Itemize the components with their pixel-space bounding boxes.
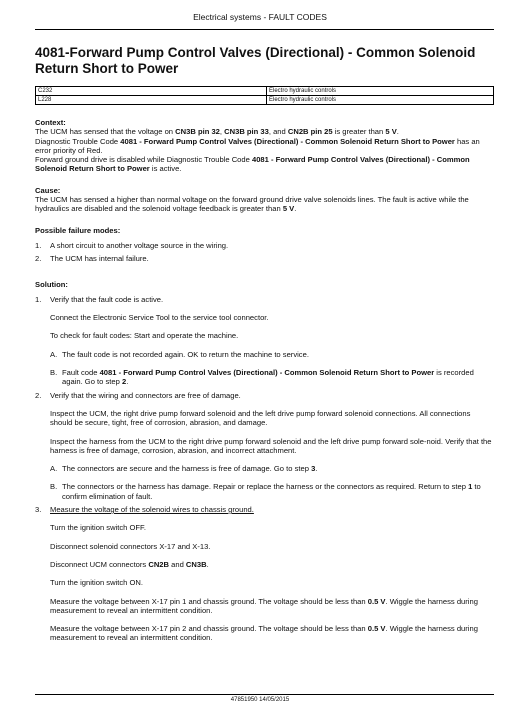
- fault-title: 4081-Forward Pump Control Valves (Directional) - Common Solenoid Return Short to Power: [35, 45, 476, 76]
- step-paragraph: Turn the ignition switch OFF.: [50, 523, 146, 533]
- step-1: [35, 295, 494, 304]
- voltage-value: 0.5 V: [367, 596, 386, 606]
- text: to confirm elimination of fault.: [62, 482, 481, 501]
- text: is greater than: [332, 127, 386, 137]
- step-ref: 1: [468, 482, 473, 492]
- voltage-value: 0.5 V: [367, 624, 386, 634]
- fault-code-table: [35, 86, 494, 105]
- dtc-ref: 4081 - Forward Pump Control Valves (Directional) - Common Solenoid Return Short to Power: [35, 155, 470, 174]
- step-ref: 3: [311, 464, 316, 474]
- step-paragraph: [35, 560, 494, 569]
- dtc-ref: 4081 - Forward Pump Control Valves (Directional) - Common Solenoid Return Short to Power: [99, 368, 435, 378]
- step-paragraph: To check for fault codes: Start and operate the machine.: [50, 331, 239, 341]
- pin-ref: CN2B pin 25: [287, 127, 333, 137]
- cause-paragraph: [35, 195, 494, 214]
- text: The UCM has sensed that the voltage on: [35, 127, 176, 137]
- step-title: Verify that the fault code is active.: [50, 294, 164, 304]
- voltage-value: 5 V: [282, 204, 295, 214]
- step-number: 2.: [35, 390, 42, 400]
- step-paragraph: Connect the Electronic Service Tool to the service tool connector.: [50, 313, 269, 323]
- text: . Wiggle the harness during measurement to reveal an intermittent condition.: [50, 624, 478, 643]
- text: The UCM has sensed a higher than normal voltage on the forward ground drive valve solenoids lines. The fault is active while the hydraulics are disabled and the solenoid voltage feedback is greater than: [35, 195, 469, 214]
- step-paragraph: Disconnect solenoid connectors X-17 and X-13.: [50, 541, 211, 551]
- step-paragraph: Inspect the UCM, the right drive pump forward solenoid and the left drive pump forward solenoid connections. All connections should be secure, tight, free of corrosion, abrasion, and damage.: [50, 408, 471, 428]
- context-paragraph: [35, 127, 494, 136]
- text: Measure the voltage between X-17 pin 2 and chassis ground. The voltage should be less than: [50, 624, 368, 634]
- step-paragraph: Turn the ignition switch ON.: [50, 578, 143, 588]
- option-b: B. Fault code 4081 - Forward Pump Control Valves (Directional) - Common Solenoid Return Short to Power is recorded again. Go to step 2.: [50, 368, 474, 387]
- connector-ref: CN3B: [185, 559, 207, 569]
- list-item: 1. A short circuit to another voltage source in the wiring.: [35, 240, 229, 250]
- voltage-value: 5 V: [385, 127, 397, 137]
- description-cell: Electro hydraulic controls: [267, 87, 494, 96]
- failure-mode-text: A short circuit to another voltage source in the wiring.: [50, 240, 229, 250]
- text: The connectors are secure and the harness is free of damage. Go to step: [62, 464, 312, 474]
- footer-rule: [35, 694, 494, 695]
- step-number: 1.: [35, 294, 42, 304]
- text: Measure the voltage between X-17 pin 1 and chassis ground. The voltage should be less than: [50, 596, 368, 606]
- context-paragraph: [35, 155, 494, 174]
- pin-ref: CN3B pin 32: [175, 127, 220, 137]
- step-3: [35, 505, 494, 514]
- pin-ref: CN3B pin 33: [224, 127, 269, 137]
- dtc-ref: 4081 - Forward Pump Control Valves (Directional) - Common Solenoid Return Short to Power: [120, 136, 455, 146]
- text: has an error priority of Red.: [35, 136, 480, 155]
- step-number: 3.: [35, 505, 42, 515]
- text: Diagnostic Trouble Code: [35, 136, 121, 146]
- step-paragraph: [35, 597, 494, 616]
- option-a: A. The connectors are secure and the harness is free of damage. Go to step 3.: [50, 464, 318, 474]
- table-row: [36, 87, 494, 96]
- text: is recorded again. Go to step: [62, 368, 474, 387]
- text: Disconnect UCM connectors: [50, 559, 149, 569]
- step-paragraph: [35, 624, 494, 643]
- text: .: [396, 127, 399, 137]
- step-paragraph: Inspect the harness from the UCM to the right drive pump forward solenoid and the left drive pump forward sole-noid. Verify that the harness is free of damage, corrosion, abrasion, and incorrect attachment.: [50, 436, 492, 455]
- solution-heading: Solution:: [35, 279, 68, 289]
- step-2: [35, 391, 494, 400]
- text: ,: [219, 127, 225, 137]
- table-row: [36, 96, 494, 105]
- text: Fault code: [62, 368, 100, 378]
- connector-ref: CN2B: [148, 559, 170, 569]
- running-header: Electrical systems - FAULT CODES: [193, 12, 327, 22]
- text: is active.: [149, 164, 182, 174]
- text: .: [294, 204, 297, 214]
- text: .: [315, 464, 318, 474]
- text: Forward ground drive is disabled while Diagnostic Trouble Code: [35, 155, 252, 165]
- document-body: [35, 118, 494, 643]
- cause-heading: Cause:: [35, 185, 61, 195]
- step-ref: 2: [121, 377, 127, 387]
- description-cell: Electro hydraulic controls: [267, 96, 494, 105]
- option-b: B. The connectors or the harness has damage. Repair or replace the harness or the connectors as required. Return to step 1 to confirm elimination of fault.: [50, 482, 481, 501]
- step-title: Measure the voltage of the solenoid wires to chassis ground.: [50, 505, 254, 515]
- context-paragraph: [35, 137, 494, 156]
- text: and: [169, 559, 186, 569]
- option-a: A. The fault code is not recorded again. OK to return the machine to service.: [50, 349, 309, 359]
- failure-mode-text: The UCM has internal failure.: [50, 254, 149, 264]
- text: , and: [268, 127, 288, 137]
- context-heading: Context:: [35, 118, 66, 127]
- text: .: [206, 559, 209, 569]
- list-item: 2. The UCM has internal failure.: [35, 254, 149, 264]
- text: .: [126, 377, 129, 387]
- text: The connectors or the harness has damage. Repair or replace the harness or the connectors as required. Return to step: [62, 482, 469, 492]
- page-footer: 47851950 14/05/2015: [230, 697, 290, 703]
- code-cell: C232: [36, 87, 267, 96]
- failure-modes-heading: Possible failure modes:: [35, 225, 121, 235]
- code-cell: L228: [36, 96, 267, 105]
- option-text: The fault code is not recorded again. OK to return the machine to service.: [62, 349, 309, 359]
- header-rule: [35, 29, 494, 30]
- step-title: Verify that the wiring and connectors are free of damage.: [50, 390, 241, 400]
- text: . Wiggle the harness during measurement to reveal an intermittent condition.: [50, 596, 478, 615]
